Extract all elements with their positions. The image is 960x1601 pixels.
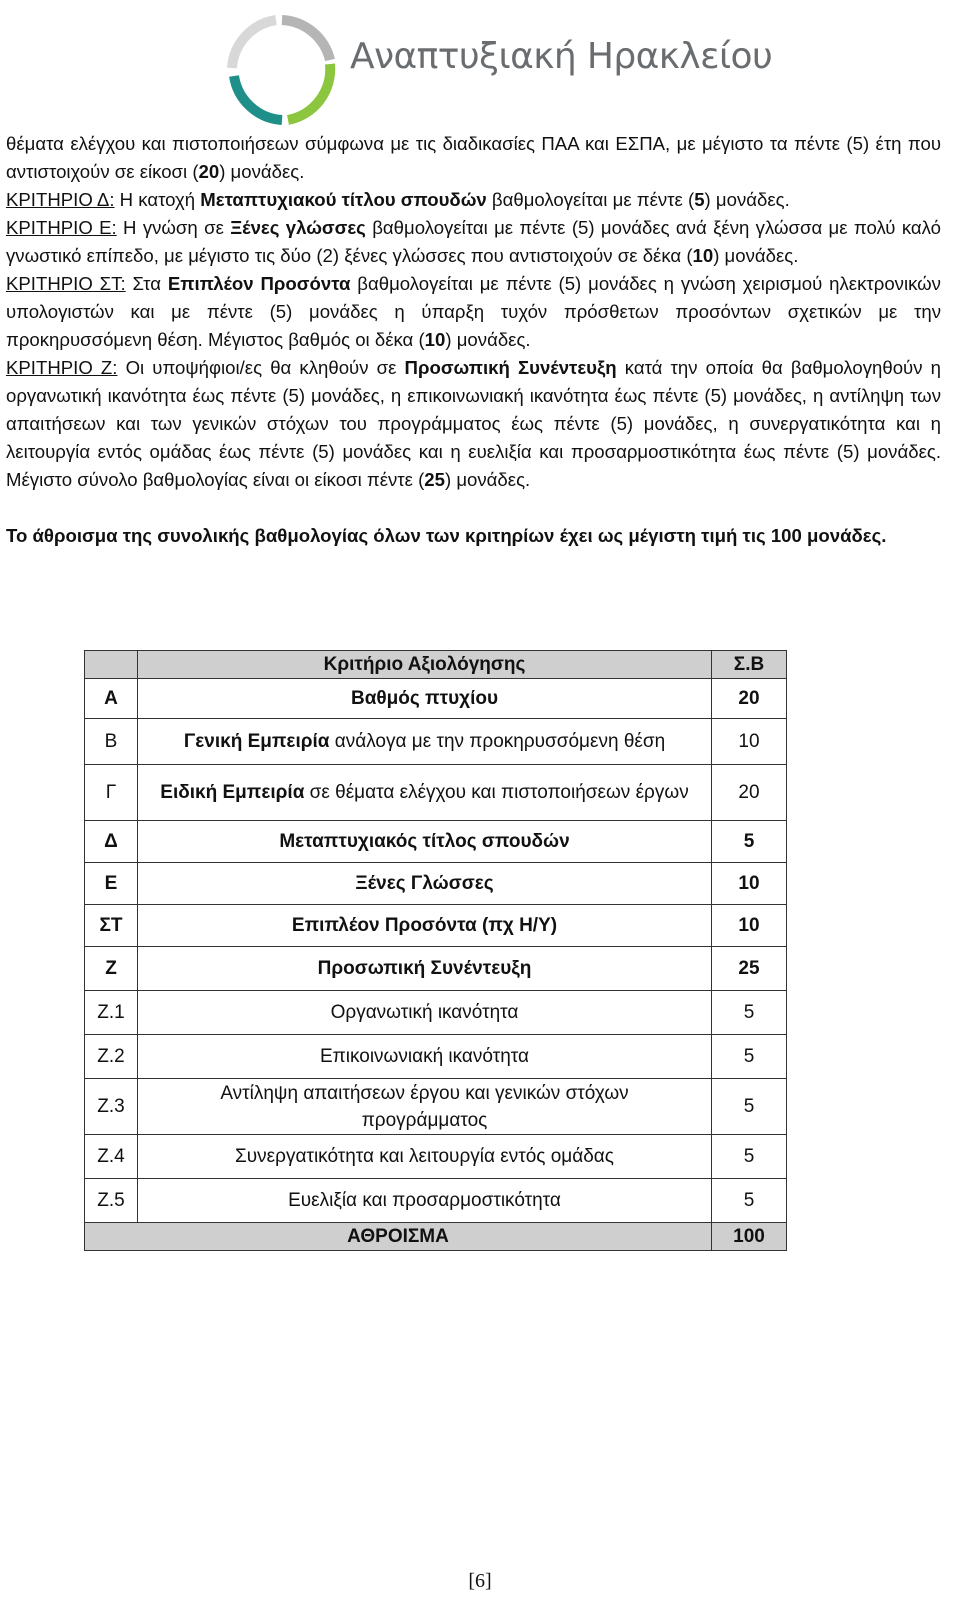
criterion-description-text: Ευελιξία και προσαρμοστικότητα [288, 1190, 561, 1211]
table-row [85, 1179, 787, 1223]
criterion-description-bold: Γενική Εμπειρία [183, 731, 330, 752]
criterion-weight: 10 [712, 863, 787, 905]
criterion-description [138, 905, 712, 947]
criterion-code: Ζ [85, 947, 138, 991]
criterion-description-text: Αντίληψη απαιτήσεων έργου και γενικών στόχων προγράμματος [220, 1082, 629, 1131]
table-row [85, 679, 787, 719]
criterion-code: Β [85, 719, 138, 765]
table-row [85, 1035, 787, 1079]
table-row [85, 991, 787, 1035]
criterion-weight: 5 [712, 821, 787, 863]
criterion-description-text: σε θέματα ελέγχου και πιστοποιήσεων έργων [304, 782, 689, 803]
table-row [85, 863, 787, 905]
criteria-table-body [85, 679, 787, 1223]
criterion-description [138, 679, 712, 719]
criterion-description-text: ανάλογα με την προκηρυσσόμενη θέση [329, 731, 666, 752]
criterion-description [138, 719, 712, 765]
table-row [85, 1079, 787, 1135]
criterion-description [138, 1035, 712, 1079]
header-blank-cell [85, 651, 138, 679]
header-criterion: Κριτήριο Αξιολόγησης [138, 651, 712, 679]
header-weight: Σ.Β [712, 651, 787, 679]
criterion-description-bold: Μεταπτυχιακός τίτλος σπουδών [279, 831, 570, 852]
criterion-description [138, 863, 712, 905]
paragraph-criterion-st: ΚΡΙΤΗΡΙΟ ΣΤ: Στα Επιπλέον Προσόντα βαθμολογείται με πέντε (5) μονάδες η γνώση χειρισμού ηλεκτρονικών υπολογιστών και με πέντε (5) μονάδες η ύπαρξη τυχόν πρόσθετων προσόντων σχετικών με την προκηρυσσόμενη θέση. Μέγιστος βαθμός οι δέκα (10) μονάδες. [6, 273, 941, 350]
criterion-description-bold: Προσωπική Συνέντευξη [317, 958, 532, 979]
criterion-description-text: Οργανωτική ικανότητα [330, 1002, 519, 1023]
criterion-code: Ε [85, 863, 138, 905]
criterion-weight: 5 [712, 1179, 787, 1223]
logo-text: Αναπτυξιακή Ηρακλείου [350, 36, 773, 77]
criteria-table [84, 650, 787, 1251]
criterion-description-bold: Ξένες Γλώσσες [355, 873, 494, 894]
table-row [85, 947, 787, 991]
table-total-row [85, 1223, 787, 1251]
table-row [85, 905, 787, 947]
criterion-weight: 5 [712, 1079, 787, 1135]
total-value: 100 [712, 1223, 787, 1251]
table-row [85, 1135, 787, 1179]
criterion-weight: 5 [712, 1135, 787, 1179]
criterion-description [138, 1135, 712, 1179]
table-row [85, 719, 787, 765]
criterion-code: Ζ.1 [85, 991, 138, 1035]
criterion-description-bold: Ειδική Εμπειρία [160, 782, 305, 803]
criterion-code: Ζ.4 [85, 1135, 138, 1179]
paragraph-criterion-d: ΚΡΙΤΗΡΙΟ Δ: Η κατοχή Μεταπτυχιακού τίτλου σπουδών βαθμολογείται με πέντε (5) μονάδες. [6, 189, 790, 210]
company-logo [212, 2, 773, 130]
criterion-weight: 10 [712, 719, 787, 765]
paragraph-continuation: θέματα ελέγχου και πιστοποιήσεων σύμφωνα με τις διαδικασίες ΠΑΑ και ΕΣΠΑ, με μέγιστο τα πέντε (5) έτη που αντιστοιχούν σε είκοσι (20) μονάδες. [6, 133, 941, 182]
criterion-code: ΣΤ [85, 905, 138, 947]
table-row [85, 765, 787, 821]
criterion-code: Ζ.2 [85, 1035, 138, 1079]
criterion-code: Ζ.3 [85, 1079, 138, 1135]
criterion-code: Ζ.5 [85, 1179, 138, 1223]
criterion-weight: 5 [712, 1035, 787, 1079]
criterion-description-bold: Βαθμός πτυχίου [350, 688, 499, 709]
criterion-description-bold: Επιπλέον Προσόντα (πχ Η/Υ) [291, 915, 558, 936]
logo-ring-icon [212, 2, 352, 130]
summary-statement: Το άθροισμα της συνολικής βαθμολογίας όλων των κριτηρίων έχει ως μέγιστη τιμή τις 100 μονάδες. [6, 525, 887, 546]
table-row [85, 821, 787, 863]
criterion-description [138, 765, 712, 821]
criterion-code: Α [85, 679, 138, 719]
criterion-description [138, 1179, 712, 1223]
table-header-row [85, 651, 787, 679]
criterion-description-text: Επικοινωνιακή ικανότητα [319, 1046, 529, 1067]
criterion-description [138, 1079, 712, 1135]
criterion-description [138, 991, 712, 1035]
criterion-weight: 20 [712, 679, 787, 719]
criterion-code: Δ [85, 821, 138, 863]
criterion-weight: 5 [712, 991, 787, 1035]
criterion-code: Γ [85, 765, 138, 821]
paragraph-criterion-z: ΚΡΙΤΗΡΙΟ Ζ: Οι υποψήφιοι/ες θα κληθούν σε Προσωπική Συνέντευξη κατά την οποία θα βαθμολογηθούν η οργανωτική ικανότητα έως πέντε (5) μονάδες, η επικοινωνιακή ικανότητα έως πέντε (5) μονάδες, η αντίληψη των απαιτήσεων και των γενικών στόχων του προγράμματος έως πέντε (5) μονάδες, η συνεργατικότητα και η λειτουργία εντός ομάδας έως πέντε (5) μονάδες και η ευελιξία και προσαρμοστικότητα έως πέντε (5) μονάδες. Μέγιστο σύνολο βαθμολογίας είναι οι είκοσι πέντε (25) μονάδες. [6, 357, 941, 490]
total-label: ΑΘΡΟΙΣΜΑ [85, 1223, 712, 1251]
criterion-weight: 20 [712, 765, 787, 821]
criterion-description [138, 947, 712, 991]
page-number: [6] [468, 1570, 492, 1592]
paragraph-criterion-e: ΚΡΙΤΗΡΙΟ Ε: Η γνώση σε Ξένες γλώσσες βαθμολογείται με πέντε (5) μονάδες ανά ξένη γλώσσα με πολύ καλό γνωστικό επίπεδο, με μέγιστο τις δύο (2) ξένες γλώσσες που αντιστοιχούν σε δέκα (10) μονάδες. [6, 217, 941, 266]
criterion-weight: 10 [712, 905, 787, 947]
criterion-description [138, 821, 712, 863]
criterion-description-text: Συνεργατικότητα και λειτουργία εντός ομάδας [235, 1146, 614, 1167]
criterion-weight: 25 [712, 947, 787, 991]
document-body [6, 130, 941, 550]
